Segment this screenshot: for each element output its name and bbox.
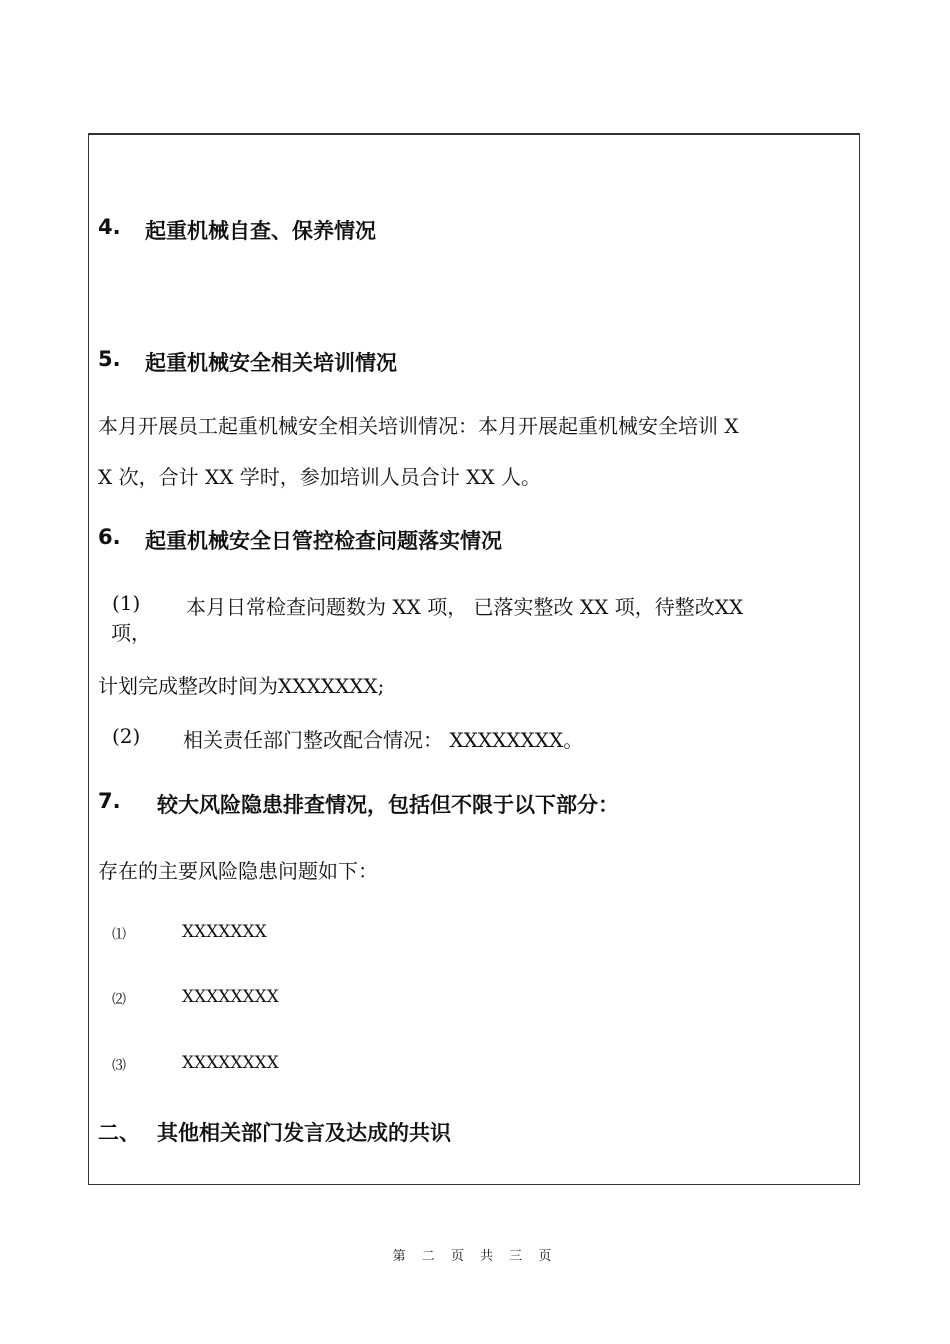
risk-item-2-number: ⑵ xyxy=(112,992,126,1008)
section-5-number: 5. xyxy=(98,347,121,371)
section-7-title: 较大风险隐患排查情况，包括但不限于以下部分： xyxy=(157,793,619,817)
risk-item-1-text: XXXXXXX xyxy=(182,922,267,942)
section-6-item1-text-line3: 计划完成整改时间为XXXXXXX; xyxy=(98,674,385,698)
content-table-frame xyxy=(88,133,860,1185)
section-5-text-line1: 本月开展员工起重机械安全相关培训情况：本月开展起重机械安全培训 X xyxy=(98,414,739,438)
page-footer: 第 二 页 共 三 页 xyxy=(392,1249,558,1264)
section-5-title: 起重机械安全相关培训情况 xyxy=(145,351,397,375)
section-6-item1-number: (1) xyxy=(112,591,141,615)
risk-item-3-text: XXXXXXXX xyxy=(182,1053,279,1073)
section-6-item1-text-line1: 本月日常检查问题数为 XX 项， 已落实整改 XX 项，待整改XX xyxy=(186,595,744,619)
section-2-title: 其他相关部门发言及达成的共识 xyxy=(157,1121,451,1145)
section-6-number: 6. xyxy=(98,525,121,549)
section-6-item1-text-line2: 项， xyxy=(111,621,151,645)
risk-item-2-text: XXXXXXXX xyxy=(182,987,279,1007)
risk-item-1-number: ⑴ xyxy=(112,927,126,943)
section-4-number: 4. xyxy=(98,215,121,239)
section-4-title: 起重机械自查、保养情况 xyxy=(145,219,376,243)
section-5-text-line2: X 次，合计 XX 学时，参加培训人员合计 XX 人。 xyxy=(98,465,541,489)
section-2-number: 二、 xyxy=(98,1121,140,1145)
section-7-intro: 存在的主要风险隐患问题如下： xyxy=(98,859,378,883)
risk-item-3-number: ⑶ xyxy=(112,1058,126,1074)
section-6-item2-text: 相关责任部门整改配合情况： XXXXXXXX。 xyxy=(183,728,584,752)
section-7-number: 7. xyxy=(98,789,121,813)
section-6-title: 起重机械安全日管控检查问题落实情况 xyxy=(145,529,502,553)
section-6-item2-number: (2) xyxy=(112,724,141,748)
